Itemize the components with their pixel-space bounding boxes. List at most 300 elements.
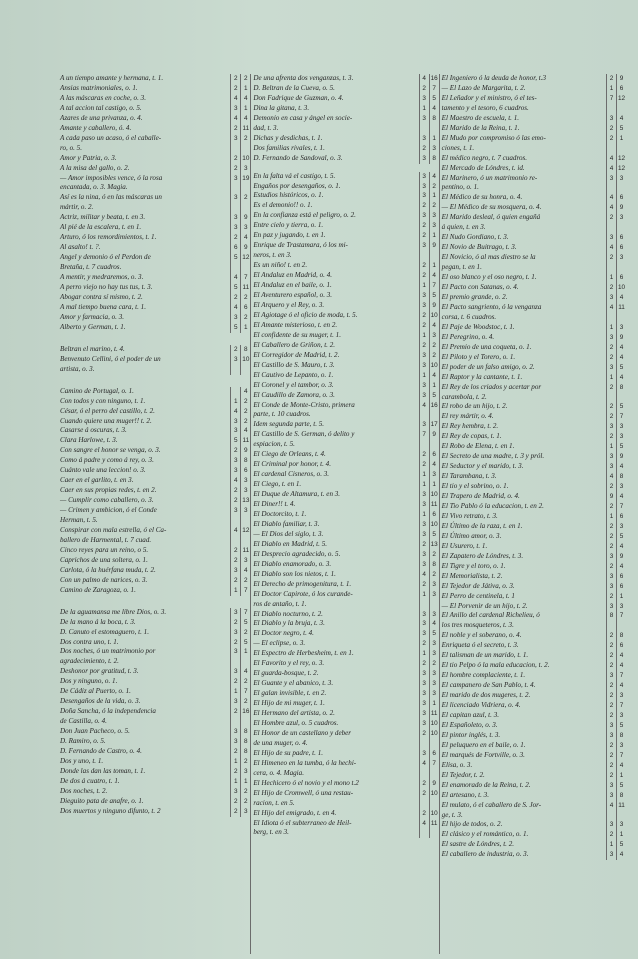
entry-count-b: 3 bbox=[616, 253, 626, 273]
catalog-entry bbox=[58, 737, 250, 747]
entry-count-a: 3 bbox=[606, 552, 616, 562]
entry-title: — Cumplir como caballero, o. 3. bbox=[60, 496, 154, 505]
entry-title: El Marinero, ó un matrimonio re- pentino, o. 1. bbox=[441, 173, 538, 192]
entry-count-a: 1 bbox=[419, 331, 429, 341]
catalog-entry bbox=[58, 667, 250, 677]
entry-count-a: 5 bbox=[230, 323, 240, 333]
entry-count-a: 3 bbox=[230, 506, 240, 526]
entry-title: Es un niño! t. en 2. bbox=[253, 261, 308, 270]
entry-count-b: 5 bbox=[616, 781, 626, 791]
catalog-entry bbox=[251, 94, 438, 104]
catalog-entry bbox=[440, 432, 626, 442]
entry-count-b: 3 bbox=[240, 506, 250, 526]
catalog-entry bbox=[440, 711, 626, 721]
entry-title: D. Beltran de la Cueva, o. 5. bbox=[253, 83, 335, 92]
entry-title: El Piloto y el Torero, o. 1. bbox=[441, 352, 516, 361]
entry-title: El Usurero, t. 1. bbox=[441, 541, 488, 550]
entry-count-b: 10 bbox=[430, 520, 438, 528]
catalog-entry bbox=[58, 104, 250, 114]
entry-count-b: 2 bbox=[240, 313, 250, 323]
entry-count-b: 4 bbox=[616, 114, 626, 124]
entry-count-a: 3 bbox=[606, 422, 616, 432]
catalog-entry bbox=[251, 749, 438, 759]
catalog-entry bbox=[58, 164, 250, 174]
entry-count-a: 2 bbox=[606, 661, 616, 671]
entry-title: El Himeneo en la tumba, ó la hechi- cera, o. 4. Magia. bbox=[253, 758, 357, 777]
entry-title: Enriqueta ó el secreto, t. 3. bbox=[441, 641, 519, 650]
entry-count-b: 8 bbox=[240, 737, 250, 747]
entry-count-a: 3 bbox=[419, 172, 429, 182]
entry-count-b: 9 bbox=[240, 243, 250, 253]
entry-count-b: 2 bbox=[240, 397, 250, 407]
catalog-columns bbox=[58, 74, 626, 954]
entry-count-b: 2 bbox=[240, 417, 250, 427]
catalog-entry bbox=[58, 486, 250, 496]
entry-count-a: 3 bbox=[419, 114, 429, 134]
entry-title: El Amante misterioso, t. en 2. bbox=[253, 320, 338, 329]
catalog-entry bbox=[440, 532, 626, 542]
catalog-entry bbox=[58, 506, 250, 526]
entry-title: El Diablo familiar, t. 3. bbox=[253, 519, 320, 528]
entry-title: El Hijo de Cromwell, ó una restau- racion, t. en 5. bbox=[253, 788, 354, 807]
entry-count-b: 3 bbox=[429, 669, 439, 679]
catalog-entry bbox=[440, 592, 626, 602]
entry-count-a: 3 bbox=[419, 381, 429, 391]
entry-title: El Doctor Capirote, ó los curande- ros de antaño, t. 1. bbox=[253, 589, 353, 608]
entry-title: El Coronel y el tambor, o. 3. bbox=[253, 380, 334, 389]
entry-title: Carlota, ó la huérfana muda, t. 2. bbox=[60, 565, 156, 574]
entry-count-b: 6 bbox=[616, 84, 626, 94]
catalog-entry bbox=[58, 233, 250, 243]
catalog-entry bbox=[251, 331, 438, 341]
entry-count-b: 9 bbox=[616, 552, 626, 562]
entry-count-a: 2 bbox=[606, 592, 616, 602]
catalog-entry bbox=[440, 422, 626, 432]
entry-count-a: 2 bbox=[230, 638, 240, 648]
catalog-entry bbox=[440, 353, 626, 363]
entry-title: El Hijo de su padre, t. 1. bbox=[253, 748, 324, 757]
entry-count-b: 2 bbox=[240, 787, 250, 797]
catalog-entry bbox=[440, 691, 626, 701]
entry-count-a: 2 bbox=[230, 345, 240, 355]
entry-title: — El eclipse, o. 3. bbox=[253, 639, 306, 648]
entry-count-a: 2 bbox=[419, 341, 429, 351]
entry-count-a: 1 bbox=[606, 442, 616, 452]
entry-title: De la aguamansa me libre Dios, o. 3. bbox=[60, 607, 167, 616]
entry-count-a: 2 bbox=[419, 639, 429, 649]
entry-count-a: 2 bbox=[230, 124, 240, 134]
catalog-entry bbox=[251, 144, 438, 154]
entry-count-b: 1 bbox=[240, 323, 250, 333]
entry-count-a: 3 bbox=[419, 154, 429, 164]
entry-count-a: 3 bbox=[230, 667, 240, 677]
entry-count-a: 3 bbox=[606, 721, 616, 731]
catalog-entry bbox=[440, 522, 626, 532]
entry-count-b: 9 bbox=[616, 333, 626, 343]
entry-title: El Hijo del emigrado, t. en 4. bbox=[253, 808, 337, 817]
catalog-entry bbox=[440, 253, 626, 273]
entry-count-b: 1 bbox=[429, 134, 439, 144]
entry-count-b: 9 bbox=[616, 452, 626, 462]
entry-title: Dichas y desdichas, t. 1. bbox=[253, 133, 323, 142]
catalog-entry bbox=[251, 699, 438, 709]
catalog-entry bbox=[440, 283, 626, 293]
entry-title: El Ingeniero ó la deuda de honor, t.3 bbox=[441, 74, 547, 82]
entry-count-b: 3 bbox=[429, 144, 439, 154]
entry-count-a: 3 bbox=[419, 490, 429, 500]
entry-count-b: 2 bbox=[429, 659, 439, 669]
entry-count-a: 3 bbox=[606, 233, 616, 243]
entry-count-a: 3 bbox=[419, 241, 429, 261]
catalog-entry bbox=[251, 311, 438, 321]
entry-count-a: 2 bbox=[230, 556, 240, 566]
catalog-entry bbox=[58, 223, 250, 233]
entry-count-b: 5 bbox=[616, 363, 626, 373]
entry-count-a: 2 bbox=[606, 213, 616, 233]
entry-count-b: 2 bbox=[240, 576, 250, 586]
catalog-entry bbox=[251, 639, 438, 649]
catalog-entry bbox=[58, 84, 250, 94]
entry-count-a: 2 bbox=[606, 542, 616, 552]
entry-title: Dos muertos y ninguno difunto, t. 2 bbox=[60, 806, 161, 815]
catalog-entry bbox=[440, 661, 626, 671]
entry-count-b: 1 bbox=[429, 699, 439, 709]
entry-title: El campanero de San Pablo, t. 4. bbox=[441, 681, 536, 690]
catalog-entry bbox=[440, 602, 626, 612]
entry-count-b: 1 bbox=[240, 647, 250, 667]
entry-count-a: 2 bbox=[419, 580, 429, 590]
catalog-entry bbox=[251, 570, 438, 580]
entry-title: El Derecho de primogenitura, t. 1. bbox=[253, 579, 352, 588]
catalog-entry bbox=[251, 301, 438, 311]
entry-count-a: 2 bbox=[230, 618, 240, 628]
entry-title: Dos y uno, t. 1. bbox=[60, 756, 104, 765]
entry-count-a: 4 bbox=[230, 407, 240, 417]
entry-count-b: 6 bbox=[616, 193, 626, 203]
entry-count-b: 3 bbox=[429, 331, 439, 341]
entry-title: Idem segunda parte, t. 5. bbox=[253, 420, 325, 429]
catalog-entry bbox=[251, 460, 438, 470]
entry-count-a: 1 bbox=[606, 84, 616, 94]
entry-count-b: 7 bbox=[429, 281, 439, 291]
entry-count-b: 5 bbox=[616, 721, 626, 731]
catalog-entry bbox=[251, 281, 438, 291]
catalog-entry bbox=[440, 164, 626, 174]
catalog-entry bbox=[440, 174, 626, 194]
entry-count-b: 1 bbox=[616, 771, 626, 781]
entry-count-a: 2 bbox=[419, 144, 429, 154]
entry-count-a: 3 bbox=[606, 452, 616, 462]
entry-count-b: 6 bbox=[616, 572, 626, 582]
entry-count-a: 1 bbox=[606, 273, 616, 283]
entry-count-a: 1 bbox=[419, 371, 429, 381]
entry-count-b: 5 bbox=[616, 402, 626, 412]
catalog-entry bbox=[440, 830, 626, 840]
entry-count-a: 2 bbox=[230, 707, 240, 727]
entry-count-b: 2 bbox=[429, 570, 439, 580]
entry-count-a: 2 bbox=[419, 540, 429, 550]
entry-count-a: 2 bbox=[606, 74, 616, 84]
catalog-entry bbox=[440, 402, 626, 412]
entry-count-a: 2 bbox=[606, 432, 616, 442]
catalog-entry bbox=[58, 323, 250, 333]
entry-count-b: 11 bbox=[616, 303, 626, 323]
entry-title: El Duque de Altamura, t. en 3. bbox=[253, 490, 341, 499]
entry-title: D. Fernando de Castro, o. 4. bbox=[60, 747, 142, 755]
catalog-entry bbox=[58, 546, 250, 556]
entry-count-a: 2 bbox=[230, 154, 240, 164]
catalog-entry bbox=[440, 850, 626, 860]
entry-count-b: 8 bbox=[429, 560, 439, 570]
entry-title: D. Canuto el estomaguero, t. 1. bbox=[60, 627, 149, 636]
entry-count-b: 1 bbox=[240, 104, 250, 114]
entry-title: El Hijo de mi muger, t. 1. bbox=[253, 699, 325, 708]
entry-title: Enrique de Trastamara, ó los mi- neros, t. en 3. bbox=[253, 241, 348, 260]
catalog-entry bbox=[58, 466, 250, 476]
entry-count-b: 5 bbox=[429, 391, 439, 401]
entry-count-b: 3 bbox=[240, 556, 250, 566]
catalog-entry bbox=[440, 721, 626, 731]
catalog-entry bbox=[58, 767, 250, 777]
entry-count-a: 3 bbox=[606, 820, 616, 830]
entry-title: Benvenuto Cellini, ó el poder de un artista, o. 3. bbox=[60, 354, 161, 373]
entry-count-a: 3 bbox=[230, 566, 240, 576]
entry-count-b: 2 bbox=[240, 677, 250, 687]
entry-count-b: 3 bbox=[429, 470, 439, 480]
entry-count-a: 8 bbox=[606, 611, 616, 631]
entry-title: Cuando quiere una muger!! t. 2. bbox=[60, 416, 152, 425]
entry-title: El Mercado de Lóndres, t. id. bbox=[441, 163, 525, 172]
catalog-entry bbox=[251, 291, 438, 301]
catalog-entry bbox=[440, 820, 626, 830]
entry-title: El Mudo por compromiso ó las emo- ciones, t. 1. bbox=[441, 133, 546, 152]
entry-title: El Perro de centinela, t. 1 bbox=[441, 591, 515, 600]
entry-title: Con sangre el honor se venga, o. 3. bbox=[60, 446, 161, 455]
entry-count-b: 8 bbox=[429, 114, 439, 134]
catalog-entry bbox=[58, 618, 250, 628]
entry-count-b: 9 bbox=[240, 446, 250, 456]
entry-count-a: 3 bbox=[230, 313, 240, 323]
entry-title: Al asalto! t. ?. bbox=[60, 243, 101, 252]
entry-title: El Hechicero ó el novio y el mono t.2 bbox=[253, 778, 359, 787]
entry-count-b: 2 bbox=[240, 407, 250, 417]
catalog-entry bbox=[58, 114, 250, 124]
entry-count-a: 3 bbox=[606, 363, 616, 373]
entry-count-b: 4 bbox=[616, 661, 626, 671]
catalog-entry bbox=[251, 819, 438, 839]
entry-count-b: 10 bbox=[430, 720, 438, 727]
entry-count-b: 8 bbox=[616, 731, 626, 741]
entry-title: D. Fernando de Sandoval, o. 3. bbox=[253, 153, 343, 162]
entry-count-a: 3 bbox=[606, 293, 616, 303]
entry-count-a: 2 bbox=[606, 641, 616, 651]
catalog-entry bbox=[440, 233, 626, 243]
entry-title: Actriz, militar y beata, t. en 3. bbox=[60, 213, 146, 222]
entry-count-a: 4 bbox=[230, 114, 240, 124]
entry-count-a: 2 bbox=[606, 134, 616, 154]
entry-count-a: 2 bbox=[606, 522, 616, 532]
entry-count-a: 2 bbox=[419, 231, 429, 241]
entry-title: Don Juan Pacheco, o. 5. bbox=[60, 727, 130, 736]
entry-count-a: 3 bbox=[230, 647, 240, 667]
entry-title: El robo de un hijo, t. 2. bbox=[441, 402, 508, 411]
catalog-column bbox=[440, 74, 626, 954]
entry-count-b: 16 bbox=[240, 707, 250, 727]
catalog-entry bbox=[440, 701, 626, 711]
catalog-entry bbox=[58, 638, 250, 648]
entry-title: — El Porvenir de un hijo, t. 2. bbox=[441, 601, 528, 610]
entry-count-b: 8 bbox=[616, 631, 626, 641]
catalog-entry bbox=[58, 677, 250, 687]
entry-count-a: 2 bbox=[419, 201, 429, 211]
entry-count-b: 6 bbox=[616, 512, 626, 522]
catalog-entry bbox=[251, 351, 438, 361]
entry-title: El Tigre y el toro, o. 1. bbox=[441, 561, 506, 570]
entry-title: El Trapero de Madrid, o. 4. bbox=[441, 492, 520, 501]
catalog-entry bbox=[58, 436, 250, 446]
entry-count-a: 1 bbox=[606, 323, 616, 333]
catalog-entry bbox=[58, 303, 250, 313]
entry-count-a: 4 bbox=[230, 303, 240, 313]
entry-title: El Caudillo de Zamora, o. 3. bbox=[253, 390, 335, 399]
entry-title: — Amor imposibles vence, ó la rosa encantada, o. 3. Magia. bbox=[60, 173, 163, 192]
entry-count-a: 1 bbox=[606, 373, 616, 383]
entry-count-a: 2 bbox=[606, 353, 616, 363]
catalog-entry bbox=[251, 540, 438, 550]
entry-count-b: 8 bbox=[240, 747, 250, 757]
entry-count-a: 3 bbox=[606, 174, 616, 194]
entry-count-b: 2 bbox=[429, 351, 439, 361]
entry-count-b: 3 bbox=[240, 486, 250, 496]
entry-count-b: 6 bbox=[240, 303, 250, 313]
catalog-entry bbox=[440, 343, 626, 353]
catalog-entry bbox=[58, 293, 250, 303]
entry-count-b: 6 bbox=[616, 233, 626, 243]
entry-count-b: 1 bbox=[616, 134, 626, 154]
entry-count-a: 3 bbox=[419, 560, 429, 570]
entry-count-b: 1 bbox=[429, 191, 439, 201]
entry-count-a: 2 bbox=[230, 84, 240, 94]
entry-title: El mulato, ó el caballero de S. Jor- ge, t. 3. bbox=[441, 800, 542, 819]
entry-title: Dina la gitana, t. 3. bbox=[253, 103, 310, 112]
catalog-entry bbox=[58, 647, 250, 667]
entry-title: Elisa, o. 3. bbox=[441, 760, 473, 769]
catalog-entry bbox=[251, 420, 438, 430]
catalog-entry bbox=[440, 681, 626, 691]
entry-title: El Leñador y el ministro, ó el tes- tamento y el tesoro, 6 cuadros. bbox=[441, 93, 537, 112]
catalog-entry bbox=[251, 649, 438, 659]
catalog-entry bbox=[251, 729, 438, 749]
catalog-entry bbox=[58, 496, 250, 506]
entry-count-b: 7 bbox=[429, 84, 439, 94]
entry-count-b: 3 bbox=[429, 590, 439, 610]
entry-title: — Crimen y ambicion, ó el Conde Herman, t. 5. bbox=[60, 506, 157, 525]
entry-count-a: 2 bbox=[230, 747, 240, 757]
entry-count-a: 2 bbox=[606, 711, 616, 721]
entry-count-a: 3 bbox=[419, 351, 429, 361]
entry-count-b: 1 bbox=[429, 480, 439, 490]
entry-title: El Paje de Woodstoc, t. 1. bbox=[441, 322, 515, 331]
entry-count-a: 3 bbox=[230, 193, 240, 213]
entry-title: Amante y caballero, ó. 4. bbox=[60, 123, 132, 132]
entry-count-a: 3 bbox=[419, 669, 429, 679]
entry-count-b: 12 bbox=[617, 154, 626, 162]
entry-title: A cada paso un acaso, ó el caballe- ro, o. 5. bbox=[60, 133, 162, 152]
entry-count-a: 4 bbox=[419, 74, 429, 84]
entry-count-b: 4 bbox=[429, 619, 439, 629]
entry-count-b: 3 bbox=[429, 211, 439, 221]
catalog-entry bbox=[58, 273, 250, 283]
entry-count-a: 1 bbox=[419, 590, 429, 610]
entry-count-b: 3 bbox=[240, 164, 250, 174]
catalog-entry bbox=[58, 566, 250, 576]
entry-title: El cardenal Cisneros, o. 3. bbox=[253, 470, 330, 479]
entry-count-a: 3 bbox=[230, 223, 240, 233]
entry-count-b: 10 bbox=[429, 729, 439, 749]
entry-count-b: 12 bbox=[240, 526, 250, 546]
entry-title: El caballero de industria, o. 3. bbox=[441, 850, 529, 859]
entry-title: Conspirar con mala estrella, ó el Ca- ballero de Harmental, t. 7 cuad. bbox=[60, 525, 167, 544]
catalog-entry bbox=[251, 629, 438, 639]
entry-count-b: 7 bbox=[429, 759, 439, 779]
catalog-entry bbox=[58, 608, 250, 618]
entry-count-a: 2 bbox=[606, 771, 616, 781]
entry-count-b: 11 bbox=[429, 709, 439, 719]
entry-title: El Premio de una coqueta, o. 1. bbox=[441, 342, 532, 351]
entry-count-b: 3 bbox=[616, 432, 626, 442]
entry-title: A perro viejo no hay tus tus, t. 3. bbox=[60, 283, 153, 292]
entry-count-a: 1 bbox=[419, 510, 429, 520]
catalog-entry bbox=[440, 363, 626, 373]
catalog-entry bbox=[251, 500, 438, 510]
entry-title: De Cádiz al Puerto, o. 1. bbox=[60, 687, 131, 696]
entry-count-b: 3 bbox=[429, 610, 439, 620]
entry-count-a: 3 bbox=[419, 689, 429, 699]
entry-title: El Rey de los criados y acertar por carambola, t. 2. bbox=[441, 382, 542, 401]
entry-title: A tal accion tal castigo, o. 5. bbox=[60, 103, 142, 112]
entry-count-a: 2 bbox=[230, 677, 240, 687]
entry-count-a: 2 bbox=[606, 502, 616, 512]
entry-count-b: 4 bbox=[616, 353, 626, 363]
catalog-entry bbox=[251, 341, 438, 351]
entry-title: El Tio Pablo ó la educacion, t. en 2. bbox=[441, 501, 544, 510]
catalog-entry bbox=[251, 470, 438, 480]
entry-count-b: 8 bbox=[616, 383, 626, 403]
entry-count-b: 7 bbox=[240, 586, 250, 596]
catalog-entry bbox=[440, 114, 626, 124]
entry-count-a: 4 bbox=[230, 476, 240, 486]
entry-title: De dos á cuatro, t. 1. bbox=[60, 776, 120, 785]
entry-count-a: 2 bbox=[419, 450, 429, 460]
entry-count-b: 7 bbox=[240, 608, 250, 618]
entry-count-b: 8 bbox=[429, 154, 439, 164]
catalog-entry bbox=[58, 313, 250, 323]
entry-count-a: 1 bbox=[230, 757, 240, 767]
entry-title: El Doctor negro, t. 4. bbox=[253, 629, 314, 638]
catalog-entry bbox=[58, 576, 250, 586]
entry-count-b: 9 bbox=[616, 203, 626, 213]
catalog-entry bbox=[251, 669, 438, 679]
catalog-entry bbox=[251, 182, 438, 192]
entry-count-a: 2 bbox=[230, 446, 240, 456]
entry-count-b: 2 bbox=[240, 757, 250, 767]
entry-count-b: 7 bbox=[616, 671, 626, 681]
catalog-entry bbox=[251, 74, 438, 84]
catalog-entry bbox=[58, 243, 250, 253]
entry-title: Dos noches, t. 2. bbox=[60, 786, 108, 795]
entry-count-b: 2 bbox=[240, 628, 250, 638]
entry-title: El talisman de un marido, t. 1. bbox=[441, 651, 529, 660]
